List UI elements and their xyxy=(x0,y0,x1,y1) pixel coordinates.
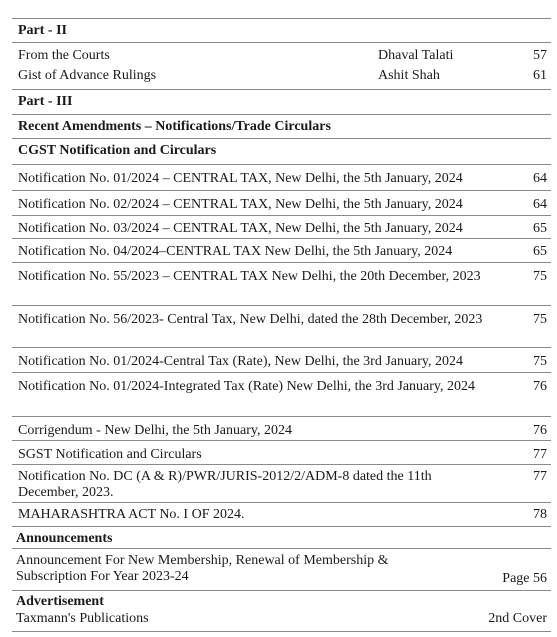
entry-page: 77 xyxy=(533,447,547,462)
entry-title: Notification No. 01/2024-Integrated Tax (Rate) New Delhi, the 3rd January, 2024 xyxy=(18,379,476,394)
toc-entry[interactable] xyxy=(12,215,551,238)
entry-title: Announcement For New Membership, Renewal of Membership & Subscription For Year 2023-24 xyxy=(16,553,389,584)
toc-entry[interactable] xyxy=(12,502,551,526)
entry-page: Page 56 xyxy=(502,571,547,586)
entry-page: 77 xyxy=(533,469,547,484)
announcements-heading xyxy=(12,526,551,548)
entry-page: 65 xyxy=(533,221,547,236)
entry-title: Corrigendum - New Delhi, the 5th January, 2024 xyxy=(18,423,292,438)
section-heading: Announcements xyxy=(16,531,113,546)
toc-entry[interactable] xyxy=(12,416,551,440)
entry-page: 2nd Cover xyxy=(488,611,547,626)
entry-title: Notification No. 02/2024 – CENTRAL TAX, New Delhi, the 5th January, 2024 xyxy=(18,197,463,212)
toc-entry[interactable] xyxy=(12,164,551,190)
advertisement-heading xyxy=(12,590,551,610)
section-heading: Recent Amendments – Notifications/Trade Circulars xyxy=(18,119,331,134)
entry-title: SGST Notification and Circulars xyxy=(18,447,202,462)
entry-page: 75 xyxy=(533,269,547,284)
entry-title: Notification No. 55/2023 – CENTRAL TAX New Delhi, the 20th December, 2023 xyxy=(18,269,481,284)
toc-entry[interactable] xyxy=(12,610,551,632)
entry-title: Taxmann's Publications xyxy=(16,611,149,626)
section-heading: Part - III xyxy=(18,94,73,109)
entry-author: Ashit Shah xyxy=(378,68,440,83)
entry-page: 61 xyxy=(533,68,547,83)
cgst-heading xyxy=(12,138,551,164)
entry-title: Notification No. DC (A & R)/PWR/JURIS-2012/2/ADM-8 dated the 11th December, 2023. xyxy=(18,469,432,500)
section-heading: CGST Notification and Circulars xyxy=(18,143,217,158)
toc-entry[interactable] xyxy=(12,238,551,262)
entry-page: 64 xyxy=(533,197,547,212)
entry-page: 76 xyxy=(533,423,547,438)
entry-page: 78 xyxy=(533,507,547,522)
entry-page: 64 xyxy=(533,171,547,186)
entry-page: 65 xyxy=(533,244,547,259)
entry-title: Notification No. 03/2024 – CENTRAL TAX, New Delhi, the 5th January, 2024 xyxy=(18,221,463,236)
toc-entry[interactable] xyxy=(12,42,551,65)
toc-entry[interactable] xyxy=(12,372,551,416)
part-iii-heading xyxy=(12,89,551,114)
entry-title: Notification No. 04/2024–CENTRAL TAX New Delhi, the 5th January, 2024 xyxy=(18,244,453,259)
entry-page: 75 xyxy=(533,354,547,369)
section-heading: Advertisement xyxy=(16,594,104,609)
toc-entry[interactable] xyxy=(12,440,551,464)
entry-title: Notification No. 01/2024-Central Tax (Rate), New Delhi, the 3rd January, 2024 xyxy=(18,354,463,369)
entry-page: 57 xyxy=(533,48,547,63)
entry-title: Gist of Advance Rulings xyxy=(18,68,157,83)
part-ii-heading xyxy=(12,18,551,42)
entry-title: Notification No. 01/2024 – CENTRAL TAX, New Delhi, the 5th January, 2024 xyxy=(18,171,463,186)
entry-author: Dhaval Talati xyxy=(378,48,454,63)
toc-entry[interactable] xyxy=(12,347,551,372)
entry-title: From the Courts xyxy=(18,48,110,63)
toc-entry[interactable] xyxy=(12,262,551,305)
toc-entry[interactable] xyxy=(12,305,551,347)
toc-entry[interactable] xyxy=(12,190,551,215)
toc-entry[interactable] xyxy=(12,464,551,502)
entry-title: Notification No. 56/2023- Central Tax, New Delhi, dated the 28th December, 2023 xyxy=(18,312,483,327)
section-heading: Part - II xyxy=(18,23,67,38)
recent-amendments-heading xyxy=(12,114,551,138)
entry-page: 75 xyxy=(533,312,547,327)
entry-title: MAHARASHTRA ACT No. I OF 2024. xyxy=(18,507,245,522)
toc-entry[interactable] xyxy=(12,548,551,590)
toc-entry[interactable] xyxy=(12,65,551,89)
entry-page: 76 xyxy=(533,379,547,394)
